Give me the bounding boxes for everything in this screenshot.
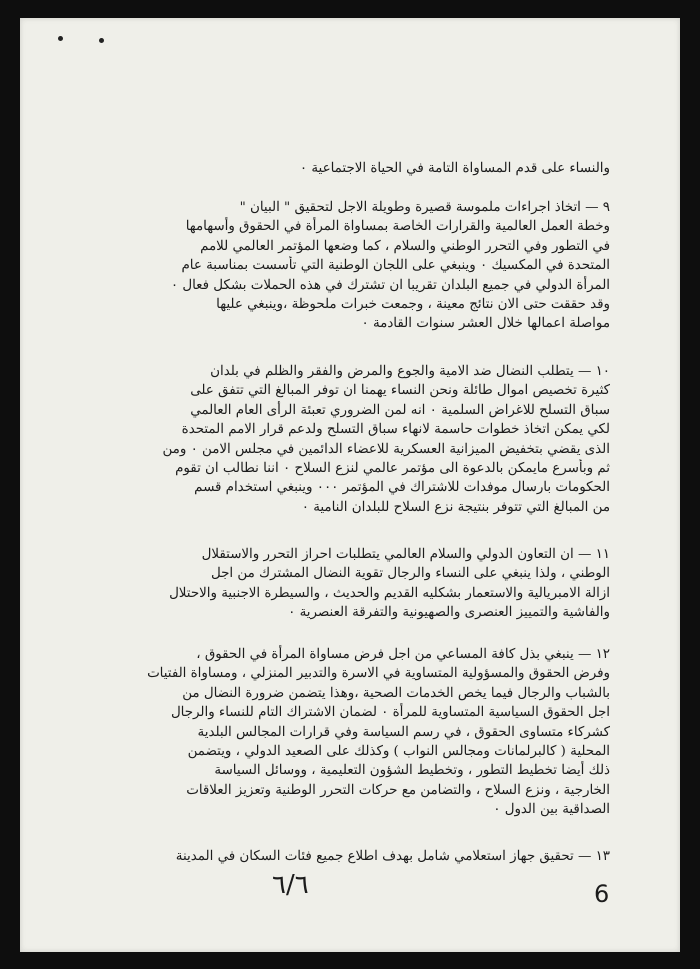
text-line: الصداقية بين الدول ٠ [493,802,610,818]
text-line: ازالة الامبريالية والاستعمار بشكليه القديم والحديث ، والسيطرة الاجنبية والاحتلال [169,585,610,601]
page-number: ٦/٦ [272,870,309,900]
text-line: الذى يقضي بتخفيض الميزانية العسكرية للاعضاء الدائمين في مجلس الامن ٠ ومن [162,441,610,457]
paragraph-9 [98,198,610,334]
text-line: وفرض الحقوق والمسؤولية المتساوية في الاسرة والتدبير المنزلي ، ومساواة الفتيات [147,666,610,682]
paragraph-12 [98,645,610,820]
text-line: ١٣ — تحقيق جهاز استعلامي شامل بهدف اطلاع جميع فئات السكان في المدينة [175,849,610,864]
text-line: في التطور وفي التحرر الوطني والسلام ، كما وضعها المؤتمر العالمي للامم [200,238,610,254]
text-line: مواصلة اعمالها خلال العشر سنوات القادمة ٠ [361,316,610,332]
text-line: ذلك أيضا تخطيط التطور ، وتخطيط الشؤون التعليمية ، ووسائل السياسة [214,763,610,779]
intro-line: والنساء على قدم المساواة التامة في الحياة الاجتماعية ٠ [299,161,610,176]
text-line: وقد حققت حتى الان نتائج معينة ، وجمعت خبرات ملحوظة ،وينبغي عليها [216,297,610,313]
paragraph-10 [98,362,610,517]
text-line: سباق التسلح للاغراض السلمية ٠ انه لمن الضروري تعبئة الرأى العام العالمي [190,402,610,418]
text-line: الحكومات بارسال موفدات للاشتراك في المؤتمر ٠٠٠ وينبغي استخدام قسم [194,480,610,496]
text-line: المتحدة في المكسيك ٠ وينبغي على اللجان الوطنية التي تأسست بمناسبة عام [181,258,610,274]
text-line: ثم وبأسرع مايمكن بالدعوة الى مؤتمر عالمي لنزع السلاح ٠ اننا نطالب ان تقوم [175,461,610,477]
text-line: وخطة العمل العالمية والقرارات الخاصة بمساواة المرأة في الحقوق وأسهامها [185,219,610,235]
paragraph-11 [98,545,610,623]
text-line: الخارجية ، ونزع السلاح ، والتضامن مع حركات التحرر الوطنية وتعزيز العلاقات [186,782,610,798]
document-page [20,18,680,952]
text-line: المرأة الدولي في جميع البلدان تقريبا ان تشترك في هذه الحملات بشكل فعال ٠ [170,277,610,293]
text-line: ٩ — اتخاذ اجراءات ملموسة قصيرة وطويلة الاجل لتحقيق " البيان " [239,200,610,215]
text-line: المحلية ( كالبرلمانات ومجالس النواب ) وكذلك على الصعيد الدولي ، ويتضمن [187,744,610,760]
text-line: ١١ — ان التعاون الدولي والسلام العالمي يتطلبات احراز التحرر والاستقلال [201,547,610,562]
text-line: ١٢ — ينبغي بذل كافة المساعي من اجل فرض مساواة المرأة في الحقوق ، [196,647,610,662]
text-line: ١٠ — يتطلب النضال ضد الامية والجوع والمرض والفقر والظلم في بلدان [210,364,610,379]
punch-hole-mark [58,36,63,41]
corner-page-mark: 6 [594,880,610,908]
text-line: كثيرة تخصيص اموال طائلة ونحن النساء يهمنا ان توفر المبالغ التي تتفق على [190,383,610,399]
document-body [98,159,610,178]
text-line: اجل الحقوق السياسية المتساوية للمرأة ٠ لضمان الاشتراك التام للنساء والرجال [170,705,610,721]
text-line: والفاشية والتمييز العنصرى والصهيونية والتفرقة العنصرية ٠ [288,605,610,621]
paragraph-13 [98,847,610,866]
text-line: كشركاء متساوى الحقوق ، في رسم السياسة وفي قرارات المجالس البلدية [197,724,610,740]
text-line: لكي يمكن اتخاذ خطوات حاسمة لانهاء سباق التسلح ولدعم قرار الامم المتحدة [181,422,610,438]
text-line: من المبالغ التي تتوفر بنتيجة نزع السلاح للبلدان النامية ٠ [301,499,610,515]
text-line: الوطني ، ولذا ينبغي على النساء والرجال تقوية النضال المشترك من اجل [211,566,610,582]
text-line: بالشباب والرجال فيما يخص الخدمات الصحية ،وهذا يتضمن ضرورة النضال من [182,685,610,701]
punch-hole-mark [99,38,104,43]
